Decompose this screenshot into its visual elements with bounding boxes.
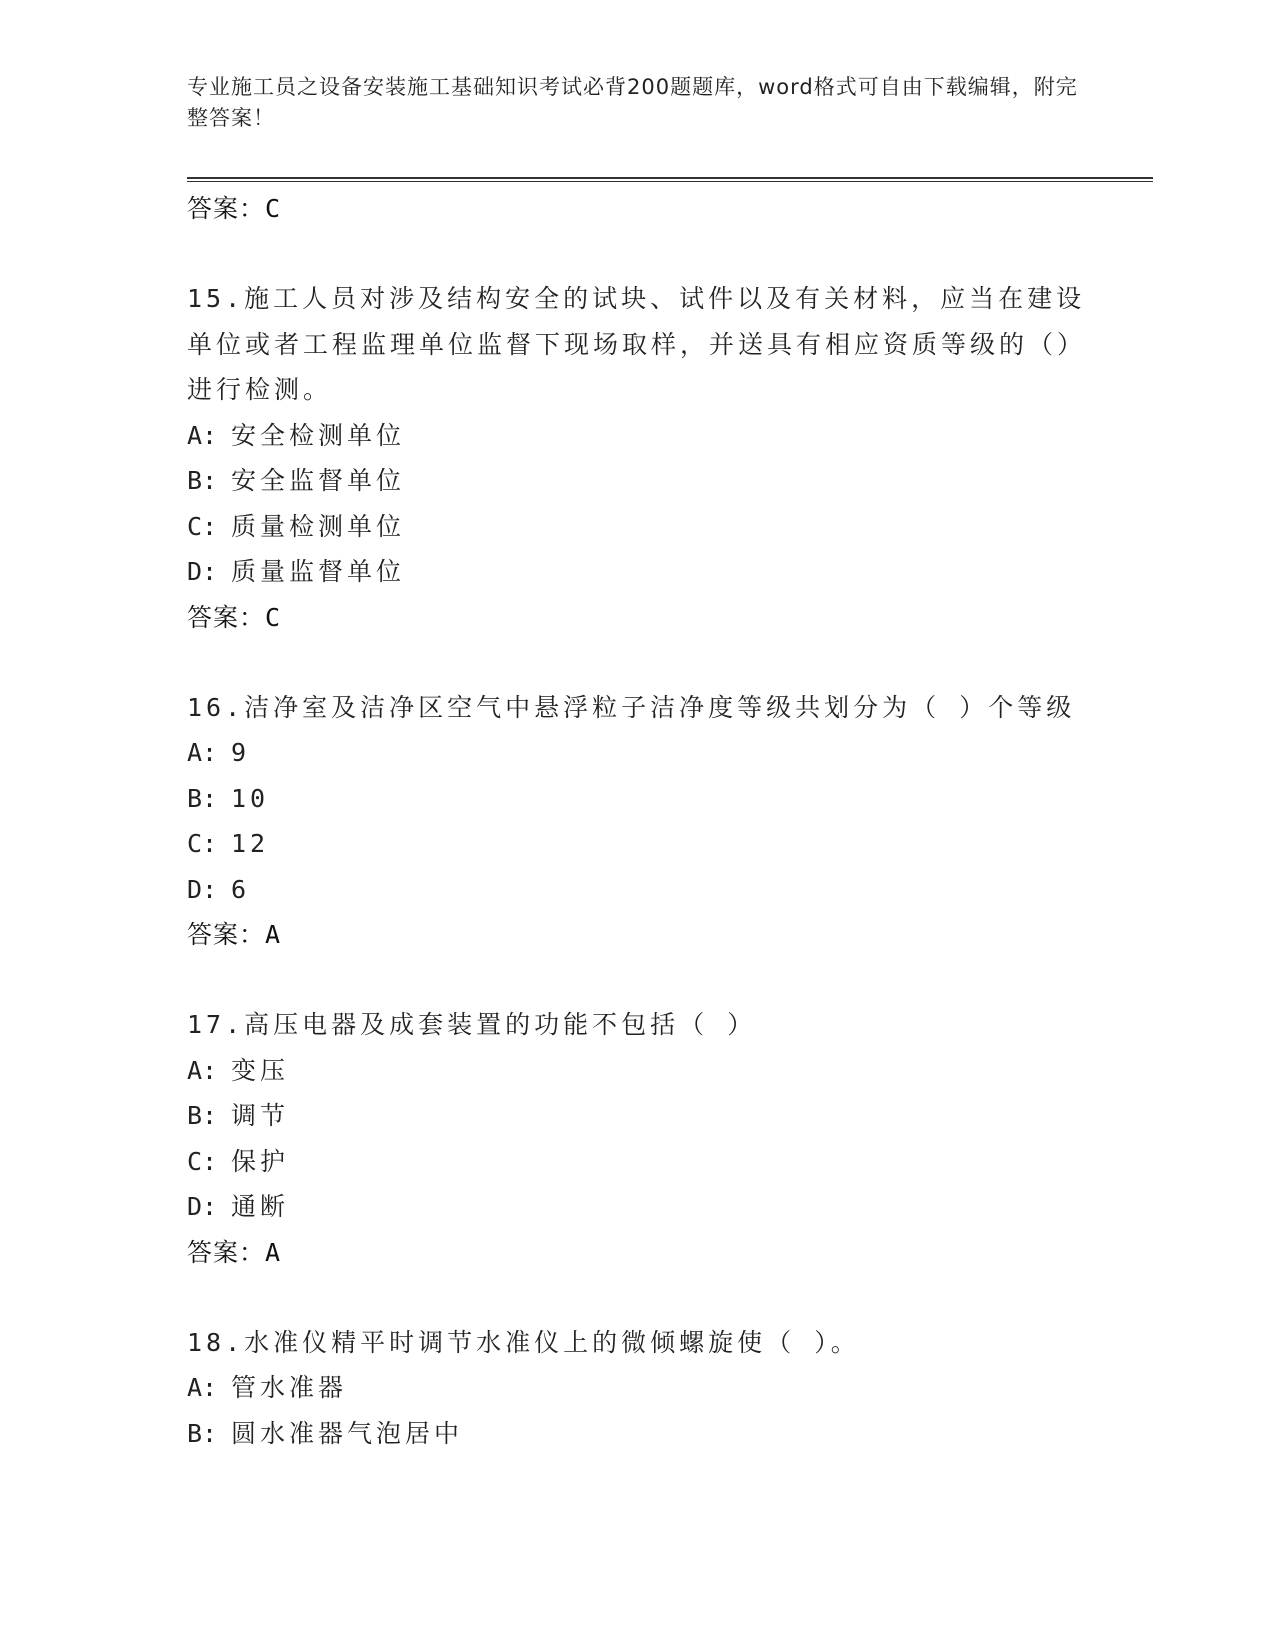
answer-line xyxy=(187,1230,1087,1276)
option xyxy=(187,776,1087,822)
option xyxy=(187,867,1087,913)
option-text: 6 xyxy=(231,874,251,904)
option xyxy=(187,730,1087,776)
page-header: 专业施工员之设备安装施工基础知识考试必背200题题库，word格式可自由下载编辑，附完整答案！ xyxy=(187,75,1078,130)
option xyxy=(187,1139,1087,1185)
option-text: 安全检测单位 xyxy=(231,420,406,450)
option-text: 管水准器 xyxy=(231,1373,348,1402)
option-letter: B: xyxy=(187,783,218,813)
option-letter: D: xyxy=(187,1192,218,1221)
option-letter: B: xyxy=(187,466,218,495)
option-text: 变压 xyxy=(231,1055,290,1085)
answer-value: A xyxy=(265,920,282,949)
option-letter: D: xyxy=(187,874,218,904)
option-text: 通断 xyxy=(231,1192,290,1221)
answer-line xyxy=(187,186,1087,232)
answer-value: C xyxy=(265,194,282,223)
option-text: 保护 xyxy=(231,1146,290,1176)
option xyxy=(187,1048,1087,1094)
question-text: 16.洁净室及洁净区空气中悬浮粒子洁净度等级共划分为（ ）个等级 xyxy=(187,692,1076,722)
option-text: 圆水准器气泡居中 xyxy=(231,1418,464,1448)
answer-label: 答案： xyxy=(187,602,266,632)
answer-label: 答案： xyxy=(187,1237,266,1267)
question-text: 17.高压电器及成套装置的功能不包括（ ） xyxy=(187,1010,757,1039)
option xyxy=(187,821,1087,867)
option xyxy=(187,458,1087,504)
answer-label: 答案： xyxy=(187,194,266,223)
answer-value: C xyxy=(265,602,282,632)
option-text: 质量监督单位 xyxy=(231,557,406,586)
option-letter: B: xyxy=(187,1101,218,1130)
option xyxy=(187,1365,1087,1411)
answer-line xyxy=(187,912,1087,958)
option xyxy=(187,504,1087,550)
option-text: 安全监督单位 xyxy=(231,466,406,495)
question-list xyxy=(187,186,1087,1456)
option-letter: C: xyxy=(187,511,218,541)
answer-value: A xyxy=(265,1237,282,1267)
option-text: 调节 xyxy=(231,1101,290,1130)
option-letter: D: xyxy=(187,557,218,586)
header-divider xyxy=(187,177,1153,182)
option xyxy=(187,1411,1087,1457)
option-text: 12 xyxy=(231,829,270,858)
option-text: 10 xyxy=(231,783,270,813)
option-text: 质量检测单位 xyxy=(231,511,406,541)
option xyxy=(187,1184,1087,1230)
option-letter: B: xyxy=(187,1418,218,1448)
option-letter: C: xyxy=(187,1146,218,1176)
option xyxy=(187,413,1087,459)
option-letter: A: xyxy=(187,420,218,450)
answer-line xyxy=(187,595,1087,641)
answer-label: 答案： xyxy=(187,920,266,949)
option xyxy=(187,549,1087,595)
question-text: 18.水准仪精平时调节水准仪上的微倾螺旋使（ ）。 xyxy=(187,1327,860,1357)
option xyxy=(187,1093,1087,1139)
option-letter: A: xyxy=(187,738,218,767)
option-text: 9 xyxy=(231,738,251,767)
option-letter: A: xyxy=(187,1055,218,1085)
question-text: 15.施工人员对涉及结构安全的试块、试件以及有关材料，应当在建设单位或者工程监理单位监督下现场取样，并送具有相应资质等级的（）进行检测。 xyxy=(187,284,1087,404)
option-letter: A: xyxy=(187,1373,218,1402)
option-letter: C: xyxy=(187,829,218,858)
